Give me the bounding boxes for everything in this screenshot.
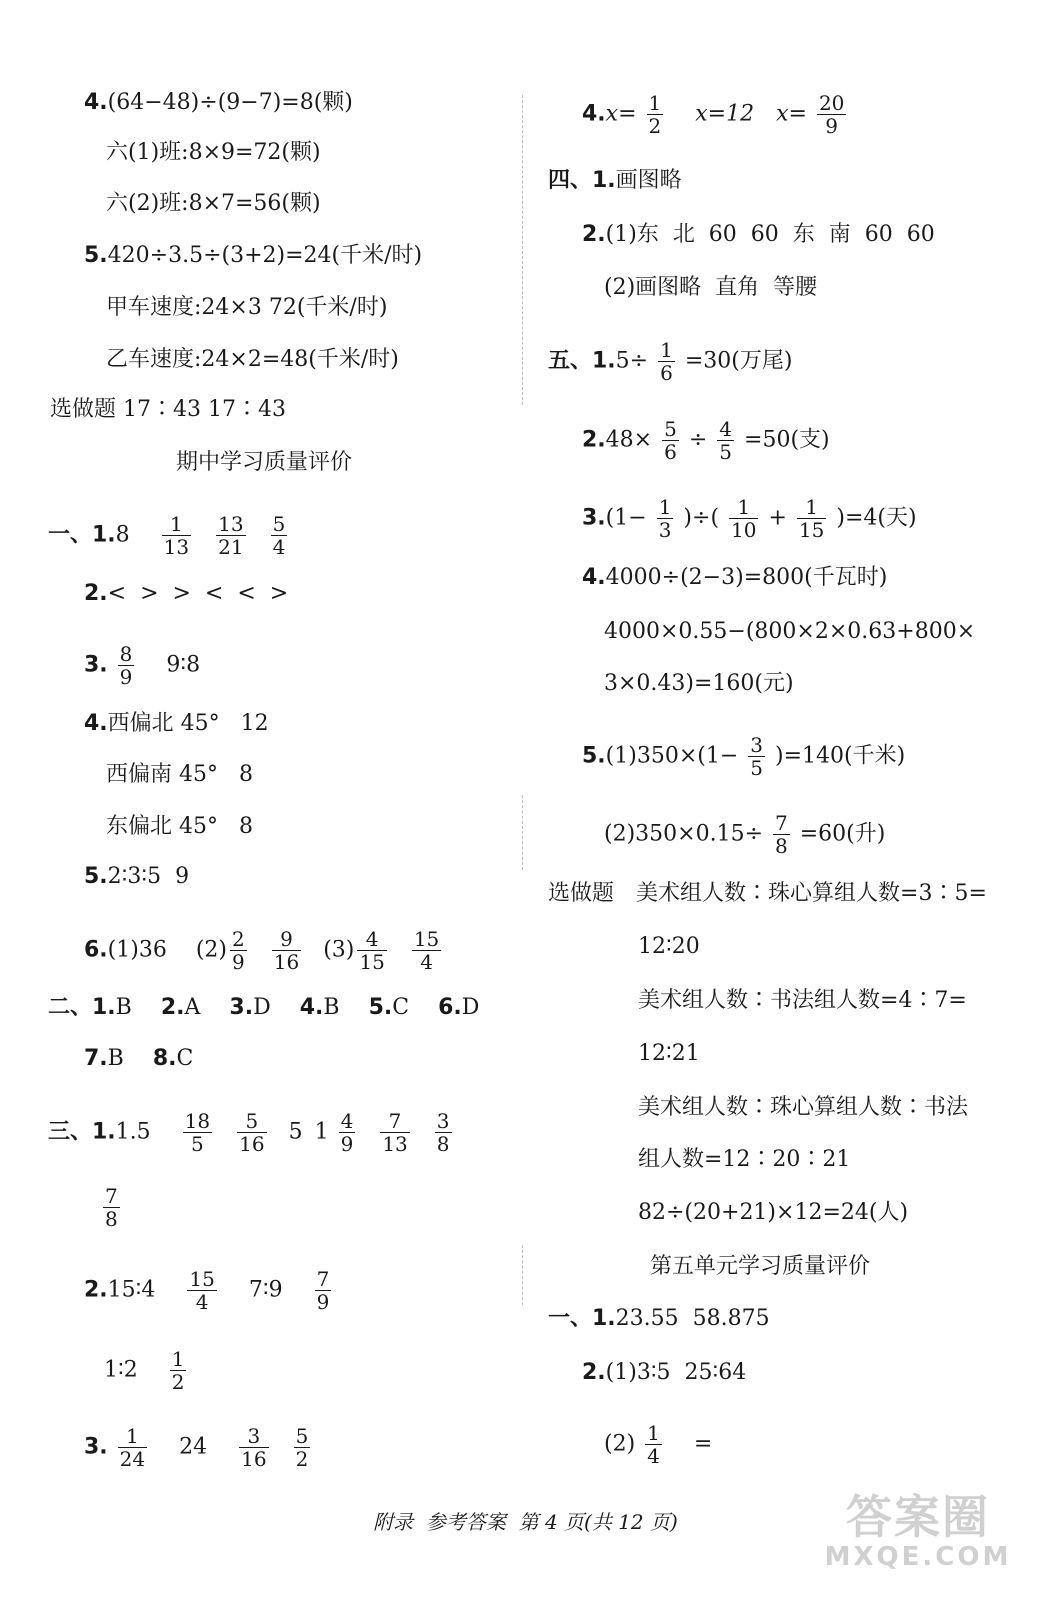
column-divider-top: [522, 95, 523, 405]
fraction: $\frac{1}{24}$: [119, 1424, 146, 1471]
column-divider-mid: [522, 795, 523, 870]
watermark-logo: 答案圈 MXQE.COM: [824, 1490, 1012, 1572]
answer-line: 3.(1− $\frac{1}{3}$ )÷( $\frac{1}{10}$ + $\frac{1}{15}$ )=4(天): [582, 495, 917, 542]
answer-line: 六(1)班:8×9=72(颗): [106, 140, 321, 165]
answer-line: 甲车速度:24×3 72(千米/时): [106, 295, 388, 320]
answer-line: [100, 1185, 123, 1230]
answer-line: 一、1.23.55 58.875: [548, 1306, 770, 1331]
answer-line: 4000×0.55−(800×2×0.63+800×: [604, 619, 976, 644]
fraction: $\frac{1}{6}$: [660, 338, 673, 385]
answer-line: 82÷(20+21)×12=24(人): [638, 1200, 909, 1225]
answer-line: (2)350×0.15÷ $\frac{7}{8}$ =60(升): [604, 811, 886, 858]
fraction: $\frac{4}{9}$: [340, 1109, 354, 1156]
answer-line: (2) $\frac{1}{4}$ =: [604, 1421, 713, 1468]
fraction: $\frac{1}{10}$: [731, 495, 757, 542]
fraction: $\frac{7}{8}$: [105, 1184, 118, 1231]
fraction: $\frac{2}{9}$: [232, 927, 245, 974]
fraction: $\frac{1}{3}$: [658, 495, 672, 542]
answer-line: 五、1.5÷ $\frac{1}{6}$ =30(万尾): [548, 338, 793, 385]
fraction: $\frac{5}{4}$: [272, 512, 286, 559]
fraction: $\frac{5}{2}$: [295, 1424, 309, 1471]
fraction: $\frac{1}{15}$: [798, 495, 825, 542]
answer-line: 2.48× $\frac{5}{6}$ ÷ $\frac{4}{5}$ =50(支): [582, 417, 830, 464]
answer-line: 美术组人数∶珠心算组人数∶书法: [638, 1095, 969, 1120]
fraction: $\frac{3}{16}$: [241, 1424, 267, 1471]
fraction: $\frac{7}{9}$: [316, 1267, 330, 1314]
answer-line: 7.B 8.C: [84, 1046, 194, 1071]
fraction: $\frac{7}{8}$: [775, 811, 788, 858]
answer-line: 5.(1)350×(1− $\frac{3}{5}$ )=140(千米): [582, 733, 906, 780]
answer-line: 6.(1)36 (2) $\frac{2}{9}$ $\frac{9}{16}$ (3) $\frac{4}{15}$ $\frac{15}{4}$: [84, 927, 440, 974]
fraction: $\frac{5}{16}$: [239, 1109, 265, 1156]
answer-line: 乙车速度:24×2=48(千米/时): [106, 347, 399, 372]
answer-line: 4.(64−48)÷(9−7)=8(颗): [84, 90, 353, 115]
answer-line: 5.2∶3∶5 9: [84, 864, 190, 889]
fraction: $\frac{20}{9}$: [818, 91, 845, 138]
answer-line: 四、1.画图略: [548, 168, 682, 193]
fraction: $\frac{9}{16}$: [273, 927, 300, 974]
fraction: $\frac{1}{4}$: [647, 1421, 660, 1468]
answer-line: 3. $\frac{8}{9}$ 9∶8: [84, 642, 201, 689]
fraction: $\frac{18}{5}$: [184, 1109, 211, 1156]
fraction: $\frac{5}{6}$: [664, 417, 677, 464]
column-divider-bottom: [522, 1245, 523, 1305]
fraction: $\frac{15}{4}$: [189, 1267, 215, 1314]
answer-line: 2.15∶4 $\frac{15}{4}$ 7∶9 $\frac{7}{9}$: [84, 1267, 330, 1314]
answer-line: 4.x= $\frac{1}{2}$ x=12 x= $\frac{20}{9}$: [582, 91, 845, 138]
fraction: $\frac{1}{2}$: [648, 91, 662, 138]
answer-line: 三、1.1.5 $\frac{18}{5}$ $\frac{5}{16}$ 5 1 $\frac{4}{9}$ $\frac{7}{13}$ $\frac{3}{8}$: [48, 1109, 450, 1156]
section-heading-midterm: 期中学习质量评价: [176, 450, 353, 475]
fraction: $\frac{13}{21}$: [218, 512, 244, 559]
fraction: $\frac{4}{5}$: [719, 417, 733, 464]
answer-line: 二、1.B 2.A 3.D 4.B 5.C 6.D: [48, 995, 480, 1020]
answer-line: 2.< > > < < >: [84, 581, 289, 606]
answer-line: 3. $\frac{1}{24}$ 24 $\frac{3}{16}$ $\frac{5}{2}$: [84, 1424, 309, 1471]
section-heading-unit5: 第五单元学习质量评价: [650, 1254, 871, 1279]
fraction: $\frac{3}{5}$: [750, 733, 764, 780]
answer-line: 组人数=12∶20∶21: [638, 1147, 851, 1172]
page-footer: 附录 参考答案 第 4 页(共 12 页): [373, 1510, 678, 1534]
answer-line: 5.420÷3.5÷(3+2)=24(千米/时): [84, 243, 423, 268]
answer-line: 4.西偏北 45° 12: [84, 711, 269, 736]
answer-line: 1∶2 $\frac{1}{2}$: [104, 1347, 185, 1394]
answer-line: (2)画图略 直角 等腰: [604, 275, 818, 300]
fraction: $\frac{7}{13}$: [382, 1109, 408, 1156]
answer-line: 一、1.8 $\frac{1}{13}$ $\frac{13}{21}$ $\frac{5}{4}$: [48, 512, 286, 559]
answer-line: 2.(1)3∶5 25∶64: [582, 1360, 747, 1385]
answer-line: 2.(1)东 北 60 60 东 南 60 60: [582, 222, 935, 247]
fraction: $\frac{1}{13}$: [163, 512, 190, 559]
answer-line: 东偏北 45° 8: [106, 814, 253, 839]
answer-line: 4.4000÷(2−3)=800(千瓦时): [582, 565, 888, 590]
optional-question-line: 选做题 美术组人数∶珠心算组人数=3∶5=: [548, 881, 987, 906]
answer-line: 西偏南 45° 8: [106, 762, 253, 787]
optional-question-line: 选做题 17∶43 17∶43: [50, 397, 286, 422]
fraction: $\frac{3}{8}$: [436, 1109, 450, 1156]
fraction: $\frac{1}{2}$: [171, 1347, 185, 1394]
answer-line: 六(2)班:8×7=56(颗): [106, 191, 321, 216]
answer-line: 美术组人数∶书法组人数=4∶7=: [638, 988, 967, 1013]
fraction: $\frac{4}{15}$: [359, 927, 385, 974]
fraction: $\frac{8}{9}$: [119, 642, 133, 689]
answer-line: 12∶20: [638, 934, 700, 959]
fraction: $\frac{15}{4}$: [413, 927, 440, 974]
answer-line: 3×0.43)=160(元): [604, 671, 794, 696]
answer-line: 12∶21: [638, 1041, 700, 1066]
